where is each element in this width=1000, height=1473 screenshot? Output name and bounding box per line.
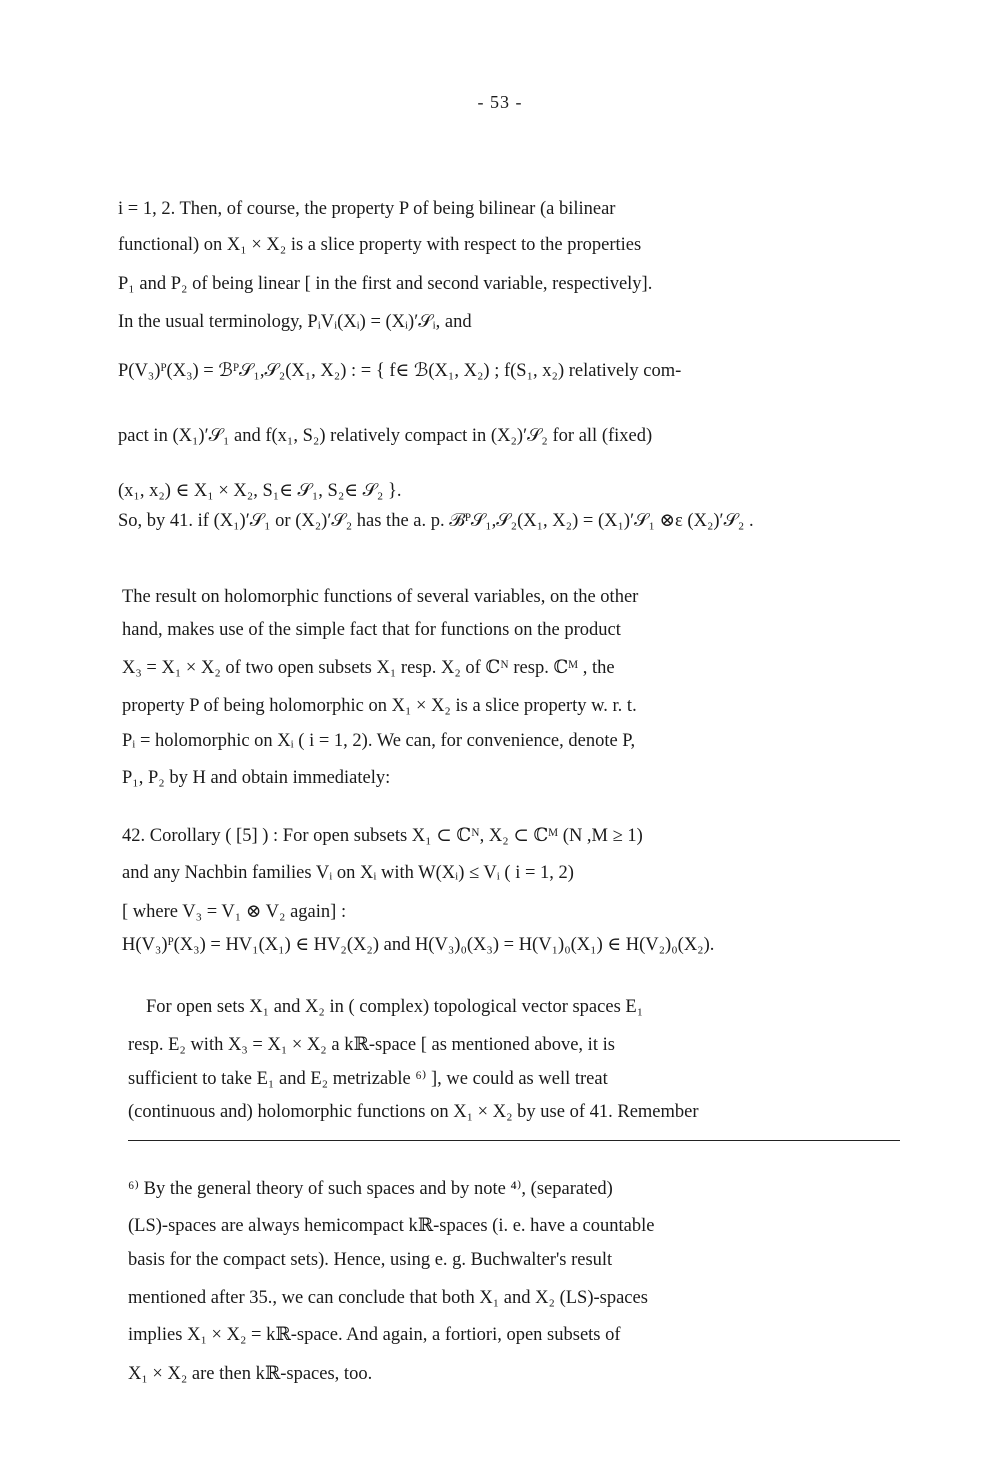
text-line-l22: (continuous and) holomorphic functions on X₁ × X₂ by use of 41. Remember: [128, 1102, 699, 1122]
text-line-l01: i = 1, 2. Then, of course, the property P of being bilinear (a bilinear: [118, 199, 616, 219]
text-line-l27: implies X₁ × X₂ = kℝ-space. And again, a fortiori, open subsets of: [128, 1325, 621, 1345]
footnote-divider: [128, 1140, 900, 1141]
text-line-l06: pact in (X₁)′𝒮₁ and f(x₁, S₂) relatively compact in (X₂)′𝒮₂ for all (fixed): [118, 426, 653, 446]
text-line-l25: basis for the compact sets). Hence, using e. g. Buchwalter's result: [128, 1250, 613, 1270]
text-line-l28: X₁ × X₂ are then kℝ-spaces, too.: [128, 1364, 373, 1384]
text-line-l10: hand, makes use of the simple fact that for functions on the product: [122, 620, 621, 640]
text-line-l14: P₁, P₂ by H and obtain immediately:: [122, 768, 391, 788]
page-number: - 53 -: [477, 92, 523, 112]
text-line-l18: H(V₃)ᴾ(X₃) = HV₁(X₁) ∈ HV₂(X₂) and H(V₃)₀(X₃) = H(V₁)₀(X₁) ∈ H(V₂)₀(X₂).: [122, 935, 715, 955]
text-line-l15: 42. Corollary ( [5] ) : For open subsets X₁ ⊂ ℂᴺ, X₂ ⊂ ℂᴹ (N ,M ≥ 1): [122, 826, 643, 846]
text-line-l04: In the usual terminology, PᵢVᵢ(Xᵢ) = (Xᵢ)′𝒮ᵢ, and: [118, 312, 472, 332]
text-line-l23: ⁶⁾ By the general theory of such spaces and by note ⁴⁾, (separated): [128, 1179, 613, 1199]
text-line-l20: resp. E₂ with X₃ = X₁ × X₂ a kℝ-space [ as mentioned above, it is: [128, 1035, 615, 1055]
text-line-l05: P(V₃)ᴾ(X₃) = ℬᴾ𝒮₁,𝒮₂(X₁, X₂) : = { f∈ ℬ(X₁, X₂) ; f(S₁, x₂) relatively com-: [118, 361, 682, 381]
text-line-l09: The result on holomorphic functions of several variables, on the other: [122, 587, 639, 607]
text-line-l19: For open sets X₁ and X₂ in ( complex) topological vector spaces E₁: [146, 997, 644, 1017]
text-line-l03: P₁ and P₂ of being linear [ in the first and second variable, respectively].: [118, 274, 653, 294]
text-line-l07: (x₁, x₂) ∈ X₁ × X₂, S₁∈ 𝒮₁, S₂∈ 𝒮₂ }.: [118, 481, 402, 501]
text-line-l08: So, by 41. if (X₁)′𝒮₁ or (X₂)′𝒮₂ has the a. p. ℬᴾ𝒮₁,𝒮₂(X₁, X₂) = (X₁)′𝒮₁ ⊗ε (X₂)′𝒮₂ .: [118, 511, 754, 531]
text-line-l16: and any Nachbin families Vᵢ on Xᵢ with W(Xᵢ) ≤ Vᵢ ( i = 1, 2): [122, 863, 574, 883]
text-line-l21: sufficient to take E₁ and E₂ metrizable ⁶⁾ ], we could as well treat: [128, 1069, 608, 1089]
text-line-l26: mentioned after 35., we can conclude that both X₁ and X₂ (LS)-spaces: [128, 1288, 648, 1308]
text-line-l12: property P of being holomorphic on X₁ × X₂ is a slice property w. r. t.: [122, 696, 637, 716]
text-line-l17: [ where V₃ = V₁ ⊗ V₂ again] :: [122, 902, 347, 922]
text-line-l11: X₃ = X₁ × X₂ of two open subsets X₁ resp. X₂ of ℂᴺ resp. ℂᴹ , the: [122, 658, 615, 678]
text-line-l24: (LS)-spaces are always hemicompact kℝ-spaces (i. e. have a countable: [128, 1216, 655, 1236]
text-line-l13: Pᵢ = holomorphic on Xᵢ ( i = 1, 2). We can, for convenience, denote P,: [122, 731, 636, 751]
text-line-l02: functional) on X₁ × X₂ is a slice property with respect to the properties: [118, 235, 642, 255]
